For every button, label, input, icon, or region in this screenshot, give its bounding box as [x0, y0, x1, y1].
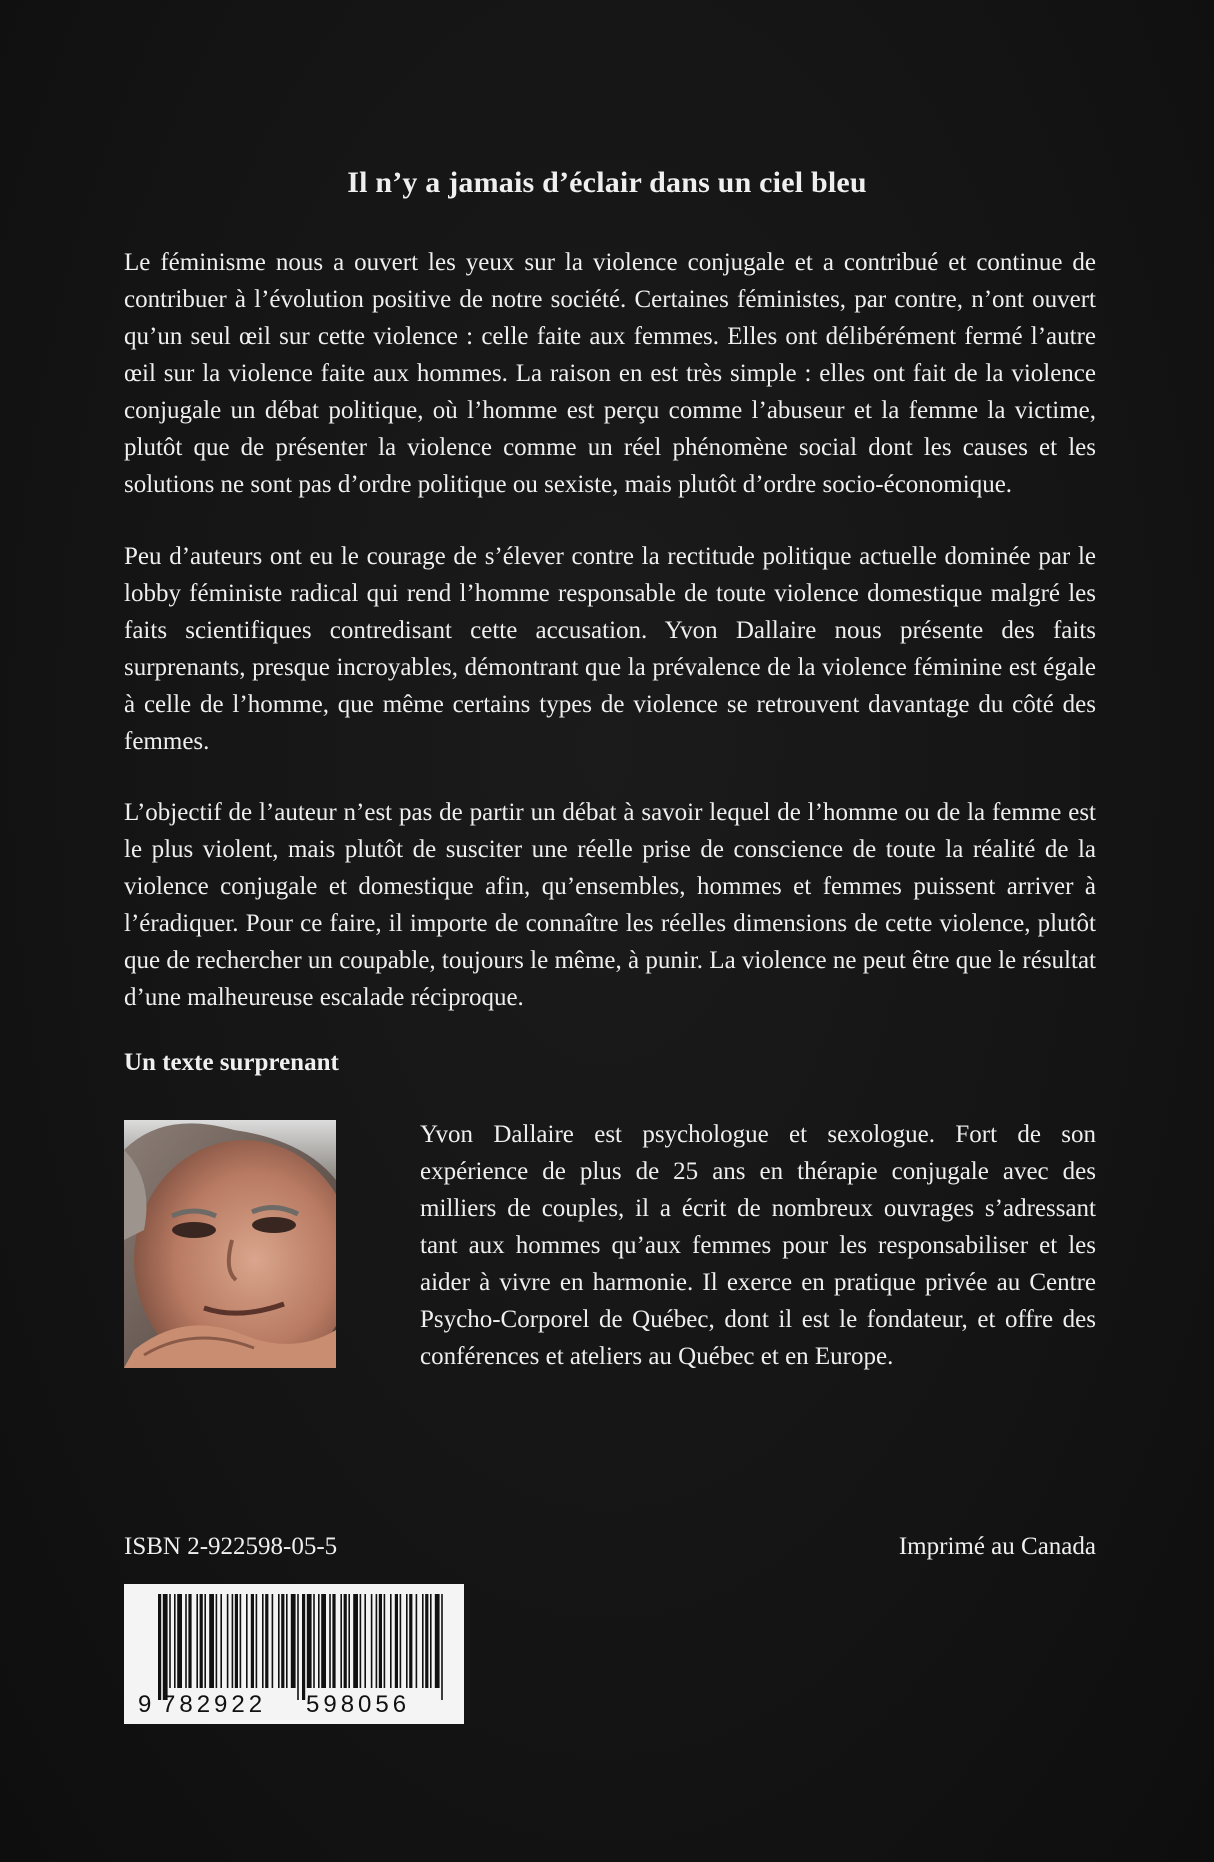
barcode-bar [376, 1594, 378, 1688]
barcode-bar [297, 1594, 299, 1700]
author-bio: Yvon Dallaire est psychologue et sexologue. Fort de son expérience de plus de 25 ans en thérapie conjugale avec des milliers de couples, il a écrit de nombreux ouvrages s’adressant tant aux hommes qu’aux femmes pour les responsabiliser et les aider à vivre en harmonie. Il exerce en pratique privée au Centre Psycho-Corporel de Québec, dont il est le fondateur, et offre des conférences et ateliers au Québec et en Europe. [420, 1121, 1096, 1370]
barcode-bar [291, 1594, 296, 1688]
barcode-bar [188, 1594, 191, 1688]
barcode-bar [302, 1594, 305, 1700]
barcode-bar [281, 1594, 284, 1688]
barcode-bar [318, 1594, 320, 1688]
barcode-bar [265, 1594, 268, 1688]
barcode-bar [416, 1594, 418, 1688]
barcode-bar [227, 1594, 229, 1688]
barcode-bar [209, 1594, 214, 1688]
barcode-bar [395, 1594, 398, 1688]
paragraph-3: L’objectif de l’auteur n’est pas de partir un débat à savoir lequel de l’homme ou de la femme est le plus violent, mais plutôt de susciter une réelle prise de conscience de toute la réalité de la violence conjugale et domestique afin, qu’ensembles, hommes et femmes puissent arriver à l’éradiquer. Pour ce faire, il importe de connaître les réelles dimensions de cette violence, plutôt que de rechercher un coupable, toujours le même, à punir. La violence ne peut être que le résultat d’une malheureuse escalade réciproque. [124, 799, 1096, 1011]
barcode-bar [169, 1594, 171, 1688]
barcode-bar [400, 1594, 402, 1688]
barcode-bar [256, 1594, 258, 1688]
barcode-bar [272, 1594, 274, 1688]
paragraph-2: Peu d’auteurs ont eu le courage de s’élever contre la rectitude politique actuelle dominée par le lobby féministe radical qui rend l’homme responsable de toute violence domestique malgré les faits scientifiques contredisant cette accusation. Yvon Dallaire nous présente des faits surprenants, presque incroyables, démontrant que la prévalence de la violence féminine est égale à celle de l’homme, que même certains types de violence se retrouvent davantage du côté des femmes. [124, 543, 1096, 755]
paragraph-1: Le féminisme nous a ouvert les yeux sur la violence conjugale et a contribué et continue de contribuer à l’évolution positive de notre société. Certaines féministes, par contre, n’ont ouvert qu’un seul œil sur cette violence : celle faite aux femmes. Elles ont délibérément fermé l’autre œil sur la violence faite aux hommes. La raison en est très simple : elles ont fait de la violence conjugale un débat politique, où l’homme est perçu comme l’abuseur et la femme la victime, plutôt que de présenter la violence comme un réel phénomène social dont les causes et les solutions ne sont pas d’ordre politique ou sexiste, mais plutôt d’ordre socio-économique. [124, 249, 1096, 498]
barcode-bar [364, 1594, 366, 1688]
barcode-bar [430, 1594, 432, 1688]
barcode [124, 1584, 464, 1724]
barcode-bar [390, 1594, 392, 1688]
barcode-bar [321, 1594, 326, 1688]
barcode-bar [409, 1594, 412, 1688]
barcode-bar [232, 1594, 234, 1688]
barcode-bar [371, 1594, 373, 1688]
barcode-bar [441, 1594, 443, 1700]
barcode-bar [158, 1594, 161, 1700]
barcode-bar [200, 1594, 203, 1688]
barcode-bar [384, 1594, 386, 1688]
barcode-bar [329, 1594, 331, 1688]
barcode-bar [246, 1594, 248, 1688]
barcode-bar [406, 1594, 408, 1688]
isbn: ISBN 2-922598-05-5 [124, 1533, 338, 1560]
barcode-bar [307, 1594, 312, 1688]
barcode-bar [286, 1594, 288, 1688]
barcode-bar [379, 1594, 382, 1688]
barcode-bar [262, 1594, 264, 1688]
barcode-bar [204, 1594, 206, 1688]
author-photo [124, 1120, 336, 1368]
barcode-bar [177, 1594, 182, 1688]
barcode-bar [185, 1594, 187, 1688]
barcode-bar [251, 1594, 254, 1688]
barcode-bar [435, 1594, 440, 1688]
barcode-bar [425, 1594, 428, 1688]
section-subheading: Un texte surprenant [124, 1049, 339, 1076]
barcode-bar [216, 1594, 218, 1688]
barcode-right-digits: 598056 [306, 1691, 411, 1718]
book-title: Il n’y a jamais d’éclair dans un ciel bleu [347, 166, 867, 199]
barcode-bar [163, 1594, 168, 1700]
barcode-bar [174, 1594, 176, 1688]
barcode-bar [353, 1594, 358, 1688]
barcode-bar [240, 1594, 242, 1688]
barcode-bar [220, 1594, 222, 1688]
barcode-bar [422, 1594, 424, 1688]
barcode-lead-digit: 9 [138, 1691, 152, 1718]
barcode-left-digits: 782922 [162, 1691, 267, 1718]
barcode-bar [332, 1594, 335, 1688]
barcode-bar [313, 1594, 315, 1688]
barcode-bar [360, 1594, 362, 1688]
barcode-bar [278, 1594, 280, 1688]
barcode-bar [196, 1594, 198, 1688]
barcode-bar [235, 1594, 238, 1688]
barcode-bar [348, 1594, 350, 1688]
barcode-bar [340, 1594, 342, 1688]
barcode-bar [344, 1594, 347, 1688]
printed-in: Imprimé au Canada [898, 1533, 1096, 1560]
